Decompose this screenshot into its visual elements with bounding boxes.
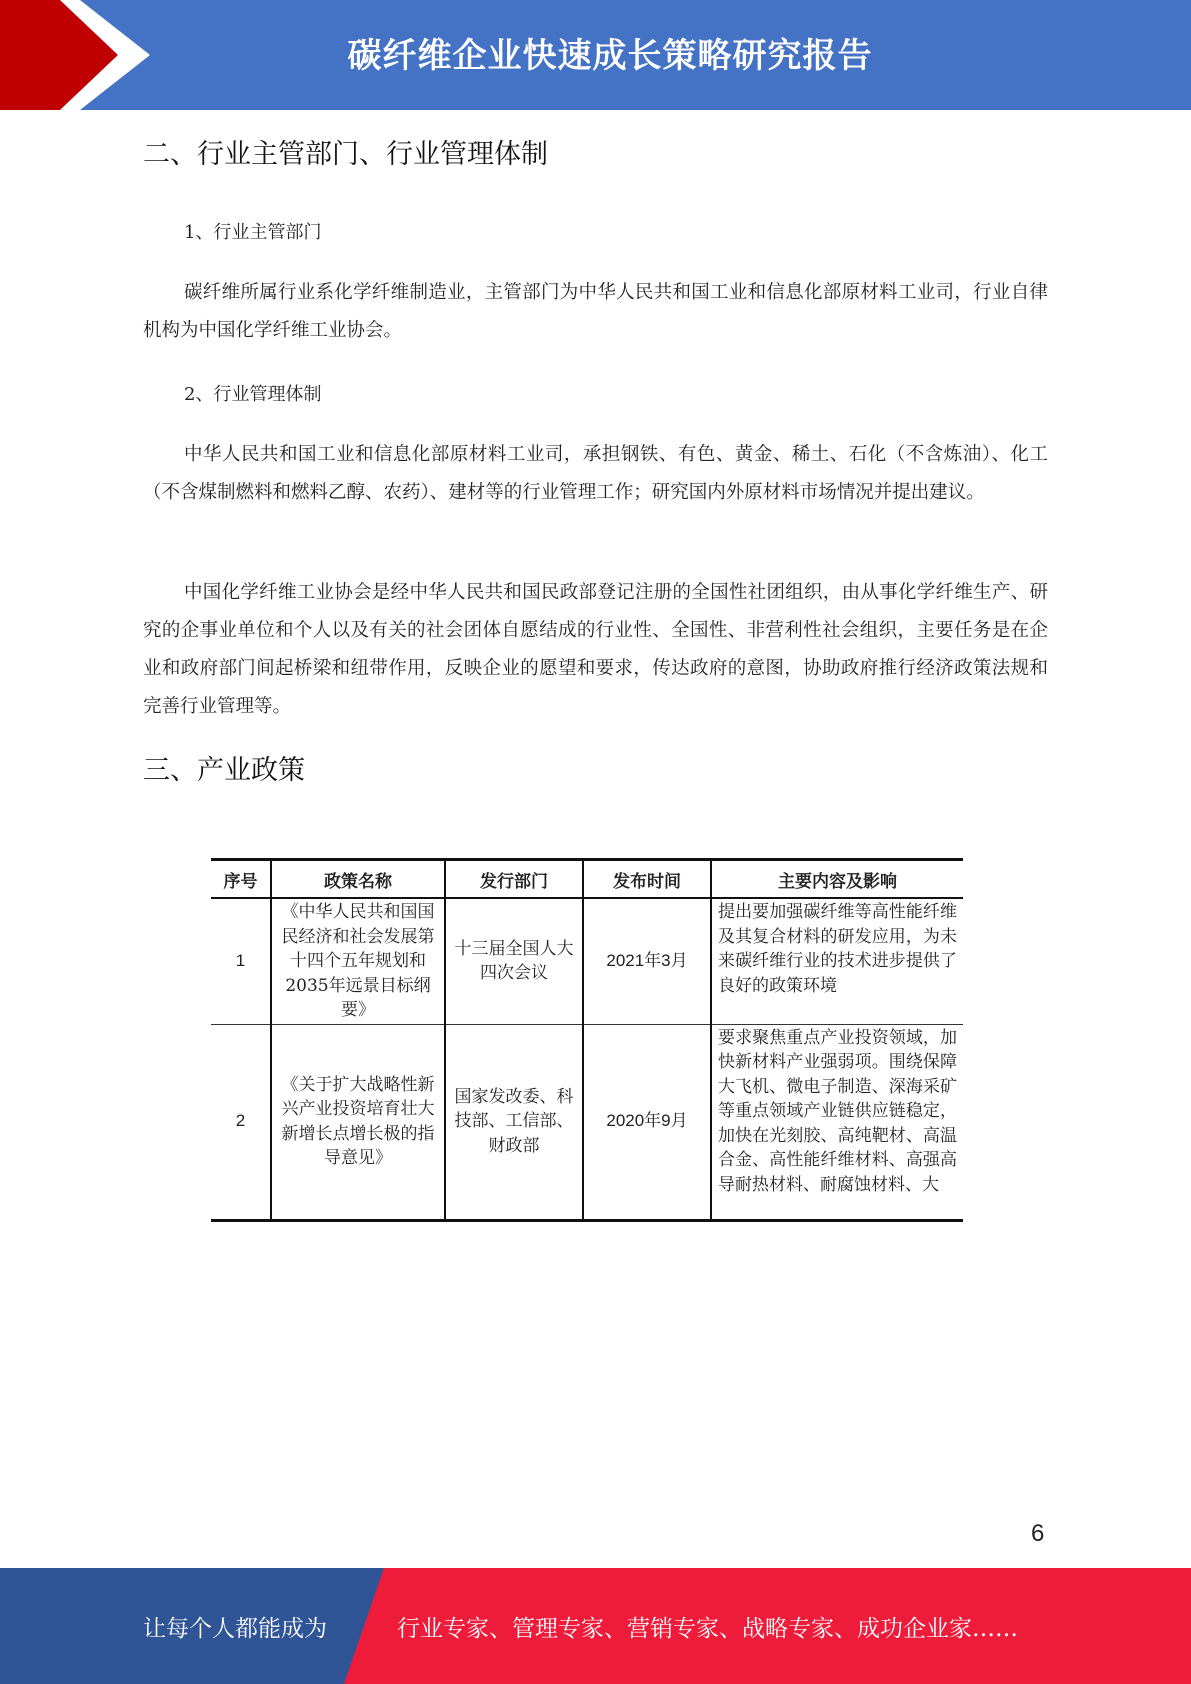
policy-content: 要求聚焦重点产业投资领域，加快新材料产业强弱项。围绕保障大飞机、微电子制造、深海采矿等重点领域产业链供应链稳定，加快在光刻胶、高纯靶材、高温合金、高性能纤维材料、高强高导耐热材料、耐腐蚀材料、大 xyxy=(711,1024,963,1220)
policy-name: 《中华人民共和国国民经济和社会发展第十四个五年规划和2035年远景目标纲要》 xyxy=(271,898,445,1024)
row-no: 2 xyxy=(211,1024,271,1220)
issuing-dept: 国家发改委、科技部、工信部、财政部 xyxy=(445,1024,583,1220)
row-no: 1 xyxy=(211,898,271,1024)
paragraph-2: 中华人民共和国工业和信息化部原材料工业司，承担钢铁、有色、黄金、稀土、石化（不含炼油）、化工（不含煤制燃料和燃料乙醇、农药）、建材等的行业管理工作；研究国内外原材料市场情况并提出建议。 xyxy=(143,444,1048,503)
policy-content: 提出要加强碳纤维等高性能纤维及其复合材料的研发应用，为未来碳纤维行业的技术进步提供了良好的政策环境 xyxy=(711,898,963,1024)
policy-name: 《关于扩大战略性新兴产业投资培育壮大新增长点增长极的指导意见》 xyxy=(271,1024,445,1220)
col-header-date: 发布时间 xyxy=(583,860,711,899)
col-header-dept: 发行部门 xyxy=(445,860,583,899)
publish-date: 2021年3月 xyxy=(583,898,711,1024)
paragraph-1: 碳纤维所属行业系化学纤维制造业，主管部门为中华人民共和国工业和信息化部原材料工业司，行业自律机构为中国化学纤维工业协会。 xyxy=(143,282,1048,341)
publish-date: 2020年9月 xyxy=(583,1024,711,1220)
issuing-dept: 十三届全国人大四次会议 xyxy=(445,898,583,1024)
footer-slogan-right: 行业专家、管理专家、营销专家、战略专家、成功企业家…… xyxy=(397,1616,1018,1642)
policy-table xyxy=(211,858,963,1222)
report-title: 碳纤维企业快速成长策略研究报告 xyxy=(347,36,873,76)
footer-slogan-left: 让每个人都能成为 xyxy=(143,1616,327,1642)
subheading-1: 1、行业主管部门 xyxy=(184,222,322,243)
section-heading-2: 二、行业主管部门、行业管理体制 xyxy=(143,139,548,170)
subheading-2: 2、行业管理体制 xyxy=(184,384,322,405)
page-header xyxy=(0,0,1191,110)
col-header-no: 序号 xyxy=(211,860,271,899)
col-header-name: 政策名称 xyxy=(271,860,445,899)
page-footer xyxy=(0,1568,1191,1684)
col-header-content: 主要内容及影响 xyxy=(711,860,963,899)
paragraph-3: 中国化学纤维工业协会是经中华人民共和国民政部登记注册的全国性社团组织，由从事化学纤维生产、研究的企事业单位和个人以及有关的社会团体自愿结成的行业性、全国性、非营利性社会组织，主要任务是在企业和政府部门间起桥梁和纽带作用，反映企业的愿望和要求，传达政府的意图，协助政府推行经济政策法规和完善行业管理等。 xyxy=(143,582,1048,717)
section-heading-3: 三、产业政策 xyxy=(143,755,305,786)
table-row xyxy=(211,898,963,1024)
table-row xyxy=(211,1024,963,1220)
table-header-row xyxy=(211,860,963,899)
page-number: 6 xyxy=(1031,1520,1045,1547)
